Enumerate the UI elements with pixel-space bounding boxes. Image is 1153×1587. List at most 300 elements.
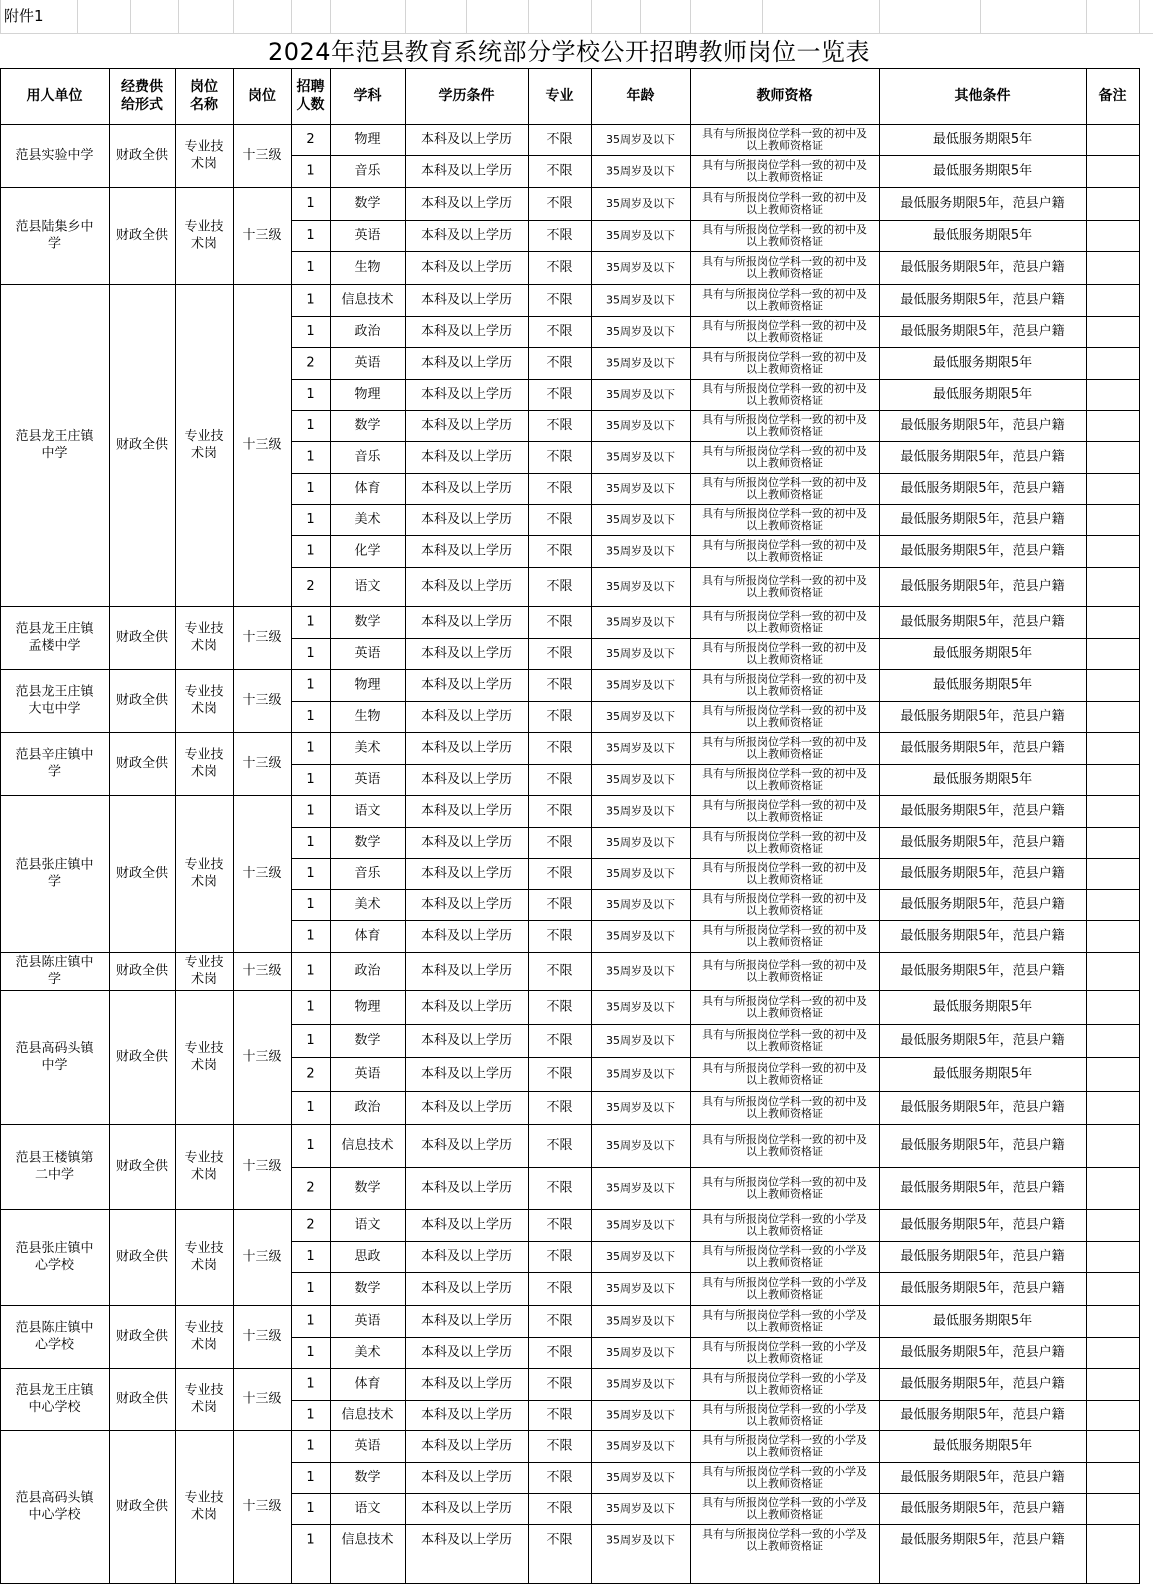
major-cell: 不限 bbox=[546, 1376, 573, 1392]
age-cell: 35周岁及以下 bbox=[606, 804, 675, 818]
level-cell: 十三级 bbox=[242, 1159, 282, 1174]
age-cell: 35周岁及以下 bbox=[606, 710, 675, 723]
qualification-cell: 具有与所报岗位学科一致的初中及以上教师资格证 bbox=[702, 319, 867, 344]
subject-cell: 美术 bbox=[354, 512, 381, 527]
unit-name-cell: 范县辛庄镇中学 bbox=[15, 747, 94, 780]
post-name-cell: 专业技术岗 bbox=[184, 1490, 224, 1523]
age-cell: 35周岁及以下 bbox=[606, 261, 675, 274]
age-cell: 35周岁及以下 bbox=[606, 773, 675, 786]
qualification-cell: 具有与所报岗位学科一致的初中及以上教师资格证 bbox=[702, 223, 867, 248]
age-cell: 35周岁及以下 bbox=[606, 293, 675, 307]
count-cell: 1 bbox=[306, 387, 315, 402]
count-cell: 1 bbox=[306, 163, 315, 179]
qualification-cell: 具有与所报岗位学科一致的初中及以上教师资格证 bbox=[702, 641, 867, 666]
subject-cell: 物理 bbox=[354, 999, 381, 1015]
count-cell: 1 bbox=[306, 897, 315, 912]
funding-cell: 财政全供 bbox=[115, 630, 169, 645]
major-cell: 不限 bbox=[546, 803, 573, 819]
table-text bbox=[4, 7, 1127, 1553]
qualification-cell: 具有与所报岗位学科一致的初中及以上教师资格证 bbox=[702, 672, 867, 698]
count-cell: 2 bbox=[306, 132, 315, 147]
condition-cell: 最低服务期限5年，范县户籍 bbox=[900, 1407, 1065, 1423]
subject-cell: 音乐 bbox=[354, 866, 381, 881]
major-cell: 不限 bbox=[546, 1100, 573, 1115]
funding-cell: 财政全供 bbox=[115, 148, 169, 163]
major-cell: 不限 bbox=[546, 543, 573, 559]
subject-cell: 英语 bbox=[354, 1438, 381, 1454]
qualification-cell: 具有与所报岗位学科一致的初中及以上教师资格证 bbox=[702, 413, 867, 438]
education-cell: 本科及以上学历 bbox=[420, 1532, 513, 1548]
major-cell: 不限 bbox=[546, 1470, 573, 1485]
count-cell: 1 bbox=[306, 677, 315, 693]
level-cell: 十三级 bbox=[242, 756, 282, 771]
age-cell: 35周岁及以下 bbox=[606, 1139, 675, 1152]
column-header: 备注 bbox=[1098, 88, 1127, 104]
major-cell: 不限 bbox=[546, 835, 573, 850]
count-cell: 1 bbox=[306, 835, 315, 850]
qualification-cell: 具有与所报岗位学科一致的初中及以上教师资格证 bbox=[702, 444, 867, 470]
unit-name-cell: 范县陆集乡中学 bbox=[15, 219, 94, 252]
education-cell: 本科及以上学历 bbox=[420, 1376, 513, 1392]
major-cell: 不限 bbox=[546, 1532, 573, 1548]
qualification-cell: 具有与所报岗位学科一致的初中及以上教师资格证 bbox=[702, 1133, 867, 1158]
education-cell: 本科及以上学历 bbox=[420, 646, 513, 661]
age-cell: 35周岁及以下 bbox=[606, 678, 675, 692]
major-cell: 不限 bbox=[546, 228, 573, 243]
funding-cell: 财政全供 bbox=[115, 228, 169, 243]
age-cell: 35周岁及以下 bbox=[606, 1502, 675, 1515]
condition-cell: 最低服务期限5年 bbox=[932, 228, 1033, 243]
condition-cell: 最低服务期限5年，范县户籍 bbox=[900, 1217, 1065, 1233]
age-cell: 35周岁及以下 bbox=[606, 229, 675, 242]
subject-cell: 物理 bbox=[354, 132, 381, 147]
count-cell: 1 bbox=[306, 928, 315, 944]
age-cell: 35周岁及以下 bbox=[606, 1408, 675, 1422]
major-cell: 不限 bbox=[546, 1066, 573, 1082]
subject-cell: 数学 bbox=[354, 1033, 381, 1048]
count-cell: 1 bbox=[306, 292, 315, 308]
unit-name-cell: 范县龙王庄镇孟楼中学 bbox=[15, 621, 94, 654]
condition-cell: 最低服务期限5年，范县户籍 bbox=[900, 835, 1065, 850]
count-cell: 1 bbox=[306, 228, 315, 243]
major-cell: 不限 bbox=[546, 1249, 573, 1264]
funding-cell: 财政全供 bbox=[115, 1049, 169, 1065]
qualification-cell: 具有与所报岗位学科一致的初中及以上教师资格证 bbox=[702, 735, 867, 761]
subject-cell: 数学 bbox=[354, 418, 381, 433]
major-cell: 不限 bbox=[546, 1501, 573, 1516]
count-cell: 1 bbox=[306, 1138, 315, 1153]
subject-cell: 数学 bbox=[354, 835, 381, 850]
count-cell: 1 bbox=[306, 418, 315, 433]
condition-cell: 最低服务期限5年，范县户籍 bbox=[900, 260, 1065, 275]
count-cell: 1 bbox=[306, 1345, 315, 1360]
major-cell: 不限 bbox=[546, 1407, 573, 1423]
qualification-cell: 具有与所报岗位学科一致的初中及以上教师资格证 bbox=[702, 798, 867, 824]
subject-cell: 数学 bbox=[354, 196, 381, 211]
condition-cell: 最低服务期限5年，范县户籍 bbox=[900, 1281, 1065, 1296]
condition-cell: 最低服务期限5年，范县户籍 bbox=[900, 1470, 1065, 1485]
condition-cell: 最低服务期限5年，范县户籍 bbox=[900, 579, 1065, 594]
major-cell: 不限 bbox=[546, 1438, 573, 1454]
education-cell: 本科及以上学历 bbox=[420, 1345, 513, 1360]
count-cell: 1 bbox=[306, 1376, 315, 1392]
education-cell: 本科及以上学历 bbox=[420, 1281, 513, 1296]
major-cell: 不限 bbox=[546, 677, 573, 693]
subject-cell: 英语 bbox=[354, 772, 381, 787]
age-cell: 35周岁及以下 bbox=[606, 1181, 675, 1195]
major-cell: 不限 bbox=[546, 1313, 573, 1329]
education-cell: 本科及以上学历 bbox=[420, 481, 513, 496]
subject-cell: 物理 bbox=[354, 387, 381, 402]
major-cell: 不限 bbox=[546, 260, 573, 275]
age-cell: 35周岁及以下 bbox=[606, 1282, 675, 1295]
subject-cell: 生物 bbox=[354, 709, 381, 724]
education-cell: 本科及以上学历 bbox=[420, 614, 513, 630]
count-cell: 1 bbox=[306, 260, 315, 275]
condition-cell: 最低服务期限5年，范县户籍 bbox=[900, 1100, 1065, 1115]
education-cell: 本科及以上学历 bbox=[420, 1100, 513, 1115]
count-cell: 1 bbox=[306, 1470, 315, 1485]
condition-cell: 最低服务期限5年，范县户籍 bbox=[900, 740, 1065, 756]
condition-cell: 最低服务期限5年，范县户籍 bbox=[900, 418, 1065, 433]
subject-cell: 体育 bbox=[354, 928, 381, 944]
count-cell: 1 bbox=[306, 512, 315, 527]
subject-cell: 音乐 bbox=[354, 449, 381, 465]
major-cell: 不限 bbox=[546, 963, 573, 979]
age-cell: 35周岁及以下 bbox=[606, 1533, 675, 1547]
major-cell: 不限 bbox=[546, 1180, 573, 1196]
education-cell: 本科及以上学历 bbox=[420, 866, 513, 881]
qualification-cell: 具有与所报岗位学科一致的初中及以上教师资格证 bbox=[702, 255, 867, 280]
count-cell: 1 bbox=[306, 481, 315, 496]
count-cell: 1 bbox=[306, 1501, 315, 1516]
subject-cell: 数学 bbox=[354, 614, 381, 630]
qualification-cell: 具有与所报岗位学科一致的初中及以上教师资格证 bbox=[702, 191, 867, 216]
education-cell: 本科及以上学历 bbox=[420, 928, 513, 944]
subject-cell: 生物 bbox=[354, 260, 381, 275]
count-cell: 1 bbox=[306, 999, 315, 1015]
education-cell: 本科及以上学历 bbox=[420, 1033, 513, 1048]
subject-cell: 英语 bbox=[354, 646, 381, 661]
qualification-cell: 具有与所报岗位学科一致的初中及以上教师资格证 bbox=[702, 350, 867, 376]
count-cell: 1 bbox=[306, 963, 315, 979]
count-cell: 2 bbox=[306, 1217, 315, 1233]
subject-cell: 数学 bbox=[354, 1470, 381, 1485]
major-cell: 不限 bbox=[546, 1033, 573, 1048]
level-cell: 十三级 bbox=[242, 866, 282, 881]
count-cell: 2 bbox=[306, 355, 315, 371]
education-cell: 本科及以上学历 bbox=[420, 677, 513, 693]
funding-cell: 财政全供 bbox=[115, 1249, 169, 1265]
condition-cell: 最低服务期限5年，范县户籍 bbox=[900, 897, 1065, 912]
condition-cell: 最低服务期限5年，范县户籍 bbox=[900, 543, 1065, 559]
qualification-cell: 具有与所报岗位学科一致的初中及以上教师资格证 bbox=[702, 127, 867, 152]
qualification-cell: 具有与所报岗位学科一致的初中及以上教师资格证 bbox=[702, 1095, 867, 1120]
education-cell: 本科及以上学历 bbox=[420, 1066, 513, 1082]
unit-name-cell: 范县陈庄镇中心学校 bbox=[15, 1320, 94, 1353]
condition-cell: 最低服务期限5年，范县户籍 bbox=[900, 292, 1065, 308]
condition-cell: 最低服务期限5年，范县户籍 bbox=[900, 614, 1065, 630]
education-cell: 本科及以上学历 bbox=[420, 449, 513, 465]
education-cell: 本科及以上学历 bbox=[420, 324, 513, 339]
condition-cell: 最低服务期限5年，范县户籍 bbox=[900, 963, 1065, 979]
post-name-cell: 专业技术岗 bbox=[184, 684, 224, 717]
subject-cell: 语文 bbox=[354, 803, 381, 819]
qualification-cell: 具有与所报岗位学科一致的初中及以上教师资格证 bbox=[702, 609, 867, 635]
qualification-cell: 具有与所报岗位学科一致的小学及以上教师资格证 bbox=[702, 1212, 867, 1238]
education-cell: 本科及以上学历 bbox=[420, 543, 513, 559]
column-header: 岗位 bbox=[248, 88, 276, 104]
education-cell: 本科及以上学历 bbox=[420, 740, 513, 756]
major-cell: 不限 bbox=[546, 512, 573, 527]
level-cell: 十三级 bbox=[242, 1391, 282, 1407]
condition-cell: 最低服务期限5年，范县户籍 bbox=[900, 196, 1065, 211]
unit-name-cell: 范县实验中学 bbox=[15, 148, 94, 163]
column-header: 招聘人数 bbox=[296, 79, 325, 113]
qualification-cell: 具有与所报岗位学科一致的初中及以上教师资格证 bbox=[702, 476, 867, 501]
funding-cell: 财政全供 bbox=[115, 437, 169, 453]
condition-cell: 最低服务期限5年 bbox=[932, 646, 1033, 661]
post-name-cell: 专业技术岗 bbox=[184, 1041, 224, 1073]
count-cell: 1 bbox=[306, 709, 315, 724]
condition-cell: 最低服务期限5年，范县户籍 bbox=[900, 481, 1065, 496]
condition-cell: 最低服务期限5年 bbox=[932, 355, 1033, 371]
age-cell: 35周岁及以下 bbox=[606, 482, 675, 495]
qualification-cell: 具有与所报岗位学科一致的小学及以上教师资格证 bbox=[702, 1433, 867, 1459]
age-cell: 35周岁及以下 bbox=[606, 1377, 675, 1391]
column-header: 经费供给形式 bbox=[121, 79, 163, 113]
count-cell: 1 bbox=[306, 1281, 315, 1296]
major-cell: 不限 bbox=[546, 772, 573, 787]
age-cell: 35周岁及以下 bbox=[606, 1439, 675, 1453]
age-cell: 35周岁及以下 bbox=[606, 580, 675, 593]
qualification-cell: 具有与所报岗位学科一致的小学及以上教师资格证 bbox=[702, 1244, 867, 1269]
subject-cell: 化学 bbox=[354, 543, 381, 559]
age-cell: 35周岁及以下 bbox=[606, 450, 675, 464]
qualification-cell: 具有与所报岗位学科一致的初中及以上教师资格证 bbox=[702, 382, 867, 407]
condition-cell: 最低服务期限5年 bbox=[932, 163, 1033, 179]
qualification-cell: 具有与所报岗位学科一致的初中及以上教师资格证 bbox=[702, 507, 867, 532]
condition-cell: 最低服务期限5年，范县户籍 bbox=[900, 1033, 1065, 1048]
education-cell: 本科及以上学历 bbox=[420, 1180, 513, 1196]
post-name-cell: 专业技术岗 bbox=[184, 219, 224, 252]
major-cell: 不限 bbox=[546, 418, 573, 433]
major-cell: 不限 bbox=[546, 387, 573, 402]
post-name-cell: 专业技术岗 bbox=[184, 139, 224, 172]
education-cell: 本科及以上学历 bbox=[420, 803, 513, 819]
unit-name-cell: 范县张庄镇中心学校 bbox=[15, 1241, 94, 1273]
education-cell: 本科及以上学历 bbox=[420, 292, 513, 308]
age-cell: 35周岁及以下 bbox=[606, 1346, 675, 1359]
age-cell: 35周岁及以下 bbox=[606, 1101, 675, 1114]
age-cell: 35周岁及以下 bbox=[606, 1000, 675, 1014]
qualification-cell: 具有与所报岗位学科一致的小学及以上教师资格证 bbox=[702, 1496, 867, 1521]
post-name-cell: 专业技术岗 bbox=[184, 747, 224, 780]
education-cell: 本科及以上学历 bbox=[420, 1501, 513, 1516]
education-cell: 本科及以上学历 bbox=[420, 1138, 513, 1153]
subject-cell: 政治 bbox=[354, 1100, 381, 1115]
post-name-cell: 专业技术岗 bbox=[184, 1150, 224, 1183]
age-cell: 35周岁及以下 bbox=[606, 898, 675, 911]
condition-cell: 最低服务期限5年，范县户籍 bbox=[900, 1180, 1065, 1196]
age-cell: 35周岁及以下 bbox=[606, 615, 675, 629]
age-cell: 35周岁及以下 bbox=[606, 647, 675, 660]
subject-cell: 英语 bbox=[354, 355, 381, 371]
major-cell: 不限 bbox=[546, 646, 573, 661]
education-cell: 本科及以上学历 bbox=[420, 1407, 513, 1423]
condition-cell: 最低服务期限5年，范县户籍 bbox=[900, 1532, 1065, 1548]
age-cell: 35周岁及以下 bbox=[606, 513, 675, 526]
education-cell: 本科及以上学历 bbox=[420, 1313, 513, 1329]
age-cell: 35周岁及以下 bbox=[606, 325, 675, 338]
education-cell: 本科及以上学历 bbox=[420, 897, 513, 912]
unit-name-cell: 范县龙王庄镇中心学校 bbox=[15, 1383, 94, 1415]
condition-cell: 最低服务期限5年，范县户籍 bbox=[900, 709, 1065, 724]
qualification-cell: 具有与所报岗位学科一致的小学及以上教师资格证 bbox=[702, 1340, 867, 1365]
age-cell: 35周岁及以下 bbox=[606, 544, 675, 558]
subject-cell: 英语 bbox=[354, 1066, 381, 1082]
major-cell: 不限 bbox=[546, 163, 573, 179]
qualification-cell: 具有与所报岗位学科一致的初中及以上教师资格证 bbox=[702, 574, 867, 599]
subject-cell: 体育 bbox=[354, 1376, 381, 1392]
education-cell: 本科及以上学历 bbox=[420, 1249, 513, 1264]
level-cell: 十三级 bbox=[242, 1499, 282, 1514]
age-cell: 35周岁及以下 bbox=[606, 741, 675, 755]
condition-cell: 最低服务期限5年 bbox=[932, 999, 1033, 1015]
count-cell: 1 bbox=[306, 740, 315, 756]
major-cell: 不限 bbox=[546, 132, 573, 147]
major-cell: 不限 bbox=[546, 292, 573, 308]
condition-cell: 最低服务期限5年，范县户籍 bbox=[900, 803, 1065, 819]
post-name-cell: 专业技术岗 bbox=[184, 1383, 224, 1415]
age-cell: 35周岁及以下 bbox=[606, 1471, 675, 1484]
unit-name-cell: 范县张庄镇中学 bbox=[15, 857, 94, 890]
subject-cell: 美术 bbox=[354, 740, 381, 756]
major-cell: 不限 bbox=[546, 614, 573, 630]
count-cell: 1 bbox=[306, 324, 315, 339]
subject-cell: 信息技术 bbox=[341, 1532, 394, 1548]
count-cell: 1 bbox=[306, 646, 315, 661]
subject-cell: 数学 bbox=[354, 1281, 381, 1296]
subject-cell: 音乐 bbox=[354, 163, 381, 179]
funding-cell: 财政全供 bbox=[115, 756, 169, 771]
column-header: 岗位名称 bbox=[190, 79, 218, 113]
major-cell: 不限 bbox=[546, 928, 573, 944]
age-cell: 35周岁及以下 bbox=[606, 388, 675, 401]
age-cell: 35周岁及以下 bbox=[606, 867, 675, 880]
post-name-cell: 专业技术岗 bbox=[184, 1241, 224, 1273]
column-header: 教师资格 bbox=[756, 88, 813, 104]
count-cell: 1 bbox=[306, 772, 315, 787]
qualification-cell: 具有与所报岗位学科一致的初中及以上教师资格证 bbox=[702, 892, 867, 917]
major-cell: 不限 bbox=[546, 355, 573, 371]
major-cell: 不限 bbox=[546, 579, 573, 594]
qualification-cell: 具有与所报岗位学科一致的小学及以上教师资格证 bbox=[702, 1402, 867, 1428]
age-cell: 35周岁及以下 bbox=[606, 1314, 675, 1328]
age-cell: 35周岁及以下 bbox=[606, 133, 675, 146]
age-cell: 35周岁及以下 bbox=[606, 964, 675, 978]
column-header: 年龄 bbox=[626, 88, 655, 104]
count-cell: 1 bbox=[306, 543, 315, 559]
subject-cell: 英语 bbox=[354, 1313, 381, 1329]
level-cell: 十三级 bbox=[242, 693, 282, 708]
level-cell: 十三级 bbox=[242, 1049, 282, 1065]
subject-cell: 语文 bbox=[354, 1217, 381, 1233]
funding-cell: 财政全供 bbox=[115, 963, 169, 979]
qualification-cell: 具有与所报岗位学科一致的小学及以上教师资格证 bbox=[702, 1276, 867, 1301]
age-cell: 35周岁及以下 bbox=[606, 1034, 675, 1047]
major-cell: 不限 bbox=[546, 1281, 573, 1296]
qualification-cell: 具有与所报岗位学科一致的初中及以上教师资格证 bbox=[702, 1061, 867, 1087]
major-cell: 不限 bbox=[546, 324, 573, 339]
qualification-cell: 具有与所报岗位学科一致的初中及以上教师资格证 bbox=[702, 158, 867, 184]
major-cell: 不限 bbox=[546, 1345, 573, 1360]
major-cell: 不限 bbox=[546, 1217, 573, 1233]
education-cell: 本科及以上学历 bbox=[420, 1438, 513, 1454]
education-cell: 本科及以上学历 bbox=[420, 163, 513, 179]
funding-cell: 财政全供 bbox=[115, 866, 169, 881]
post-name-cell: 专业技术岗 bbox=[184, 857, 224, 890]
qualification-cell: 具有与所报岗位学科一致的初中及以上教师资格证 bbox=[702, 1175, 867, 1201]
condition-cell: 最低服务期限5年，范县户籍 bbox=[900, 449, 1065, 465]
condition-cell: 最低服务期限5年，范县户籍 bbox=[900, 512, 1065, 527]
funding-cell: 财政全供 bbox=[115, 1159, 169, 1174]
count-cell: 1 bbox=[306, 803, 315, 819]
major-cell: 不限 bbox=[546, 481, 573, 496]
page-title: 2024年范县教育系统部分学校公开招聘教师岗位一览表 bbox=[267, 38, 871, 66]
age-cell: 35周岁及以下 bbox=[606, 929, 675, 943]
level-cell: 十三级 bbox=[242, 1329, 282, 1344]
education-cell: 本科及以上学历 bbox=[420, 1470, 513, 1485]
count-cell: 2 bbox=[306, 1180, 315, 1196]
qualification-cell: 具有与所报岗位学科一致的初中及以上教师资格证 bbox=[702, 1028, 867, 1053]
count-cell: 2 bbox=[306, 1066, 315, 1082]
condition-cell: 最低服务期限5年 bbox=[932, 1438, 1033, 1454]
column-header: 学历条件 bbox=[438, 88, 495, 104]
education-cell: 本科及以上学历 bbox=[420, 709, 513, 724]
qualification-cell: 具有与所报岗位学科一致的初中及以上教师资格证 bbox=[702, 538, 867, 564]
qualification-cell: 具有与所报岗位学科一致的初中及以上教师资格证 bbox=[702, 767, 867, 792]
qualification-cell: 具有与所报岗位学科一致的小学及以上教师资格证 bbox=[702, 1308, 867, 1334]
subject-cell: 政治 bbox=[354, 963, 381, 979]
funding-cell: 财政全供 bbox=[115, 1329, 169, 1344]
major-cell: 不限 bbox=[546, 740, 573, 756]
education-cell: 本科及以上学历 bbox=[420, 260, 513, 275]
count-cell: 1 bbox=[306, 1249, 315, 1264]
level-cell: 十三级 bbox=[242, 630, 282, 645]
funding-cell: 财政全供 bbox=[115, 1499, 169, 1514]
subject-cell: 语文 bbox=[354, 1501, 381, 1516]
post-name-cell: 专业技术岗 bbox=[184, 429, 224, 461]
column-header: 专业 bbox=[545, 88, 574, 104]
education-cell: 本科及以上学历 bbox=[420, 963, 513, 979]
post-name-cell: 专业技术岗 bbox=[184, 621, 224, 654]
level-cell: 十三级 bbox=[242, 1249, 282, 1265]
count-cell: 1 bbox=[306, 866, 315, 881]
column-header: 学科 bbox=[353, 88, 382, 104]
count-cell: 1 bbox=[306, 1438, 315, 1454]
column-header: 用人单位 bbox=[26, 88, 83, 104]
subject-cell: 数学 bbox=[354, 1180, 381, 1196]
unit-name-cell: 范县王楼镇第二中学 bbox=[15, 1150, 94, 1183]
major-cell: 不限 bbox=[546, 449, 573, 465]
count-cell: 2 bbox=[306, 579, 315, 594]
subject-cell: 体育 bbox=[354, 481, 381, 496]
qualification-cell: 具有与所报岗位学科一致的小学及以上教师资格证 bbox=[702, 1465, 867, 1490]
column-header: 其他条件 bbox=[954, 88, 1011, 104]
level-cell: 十三级 bbox=[242, 148, 282, 163]
age-cell: 35周岁及以下 bbox=[606, 836, 675, 849]
